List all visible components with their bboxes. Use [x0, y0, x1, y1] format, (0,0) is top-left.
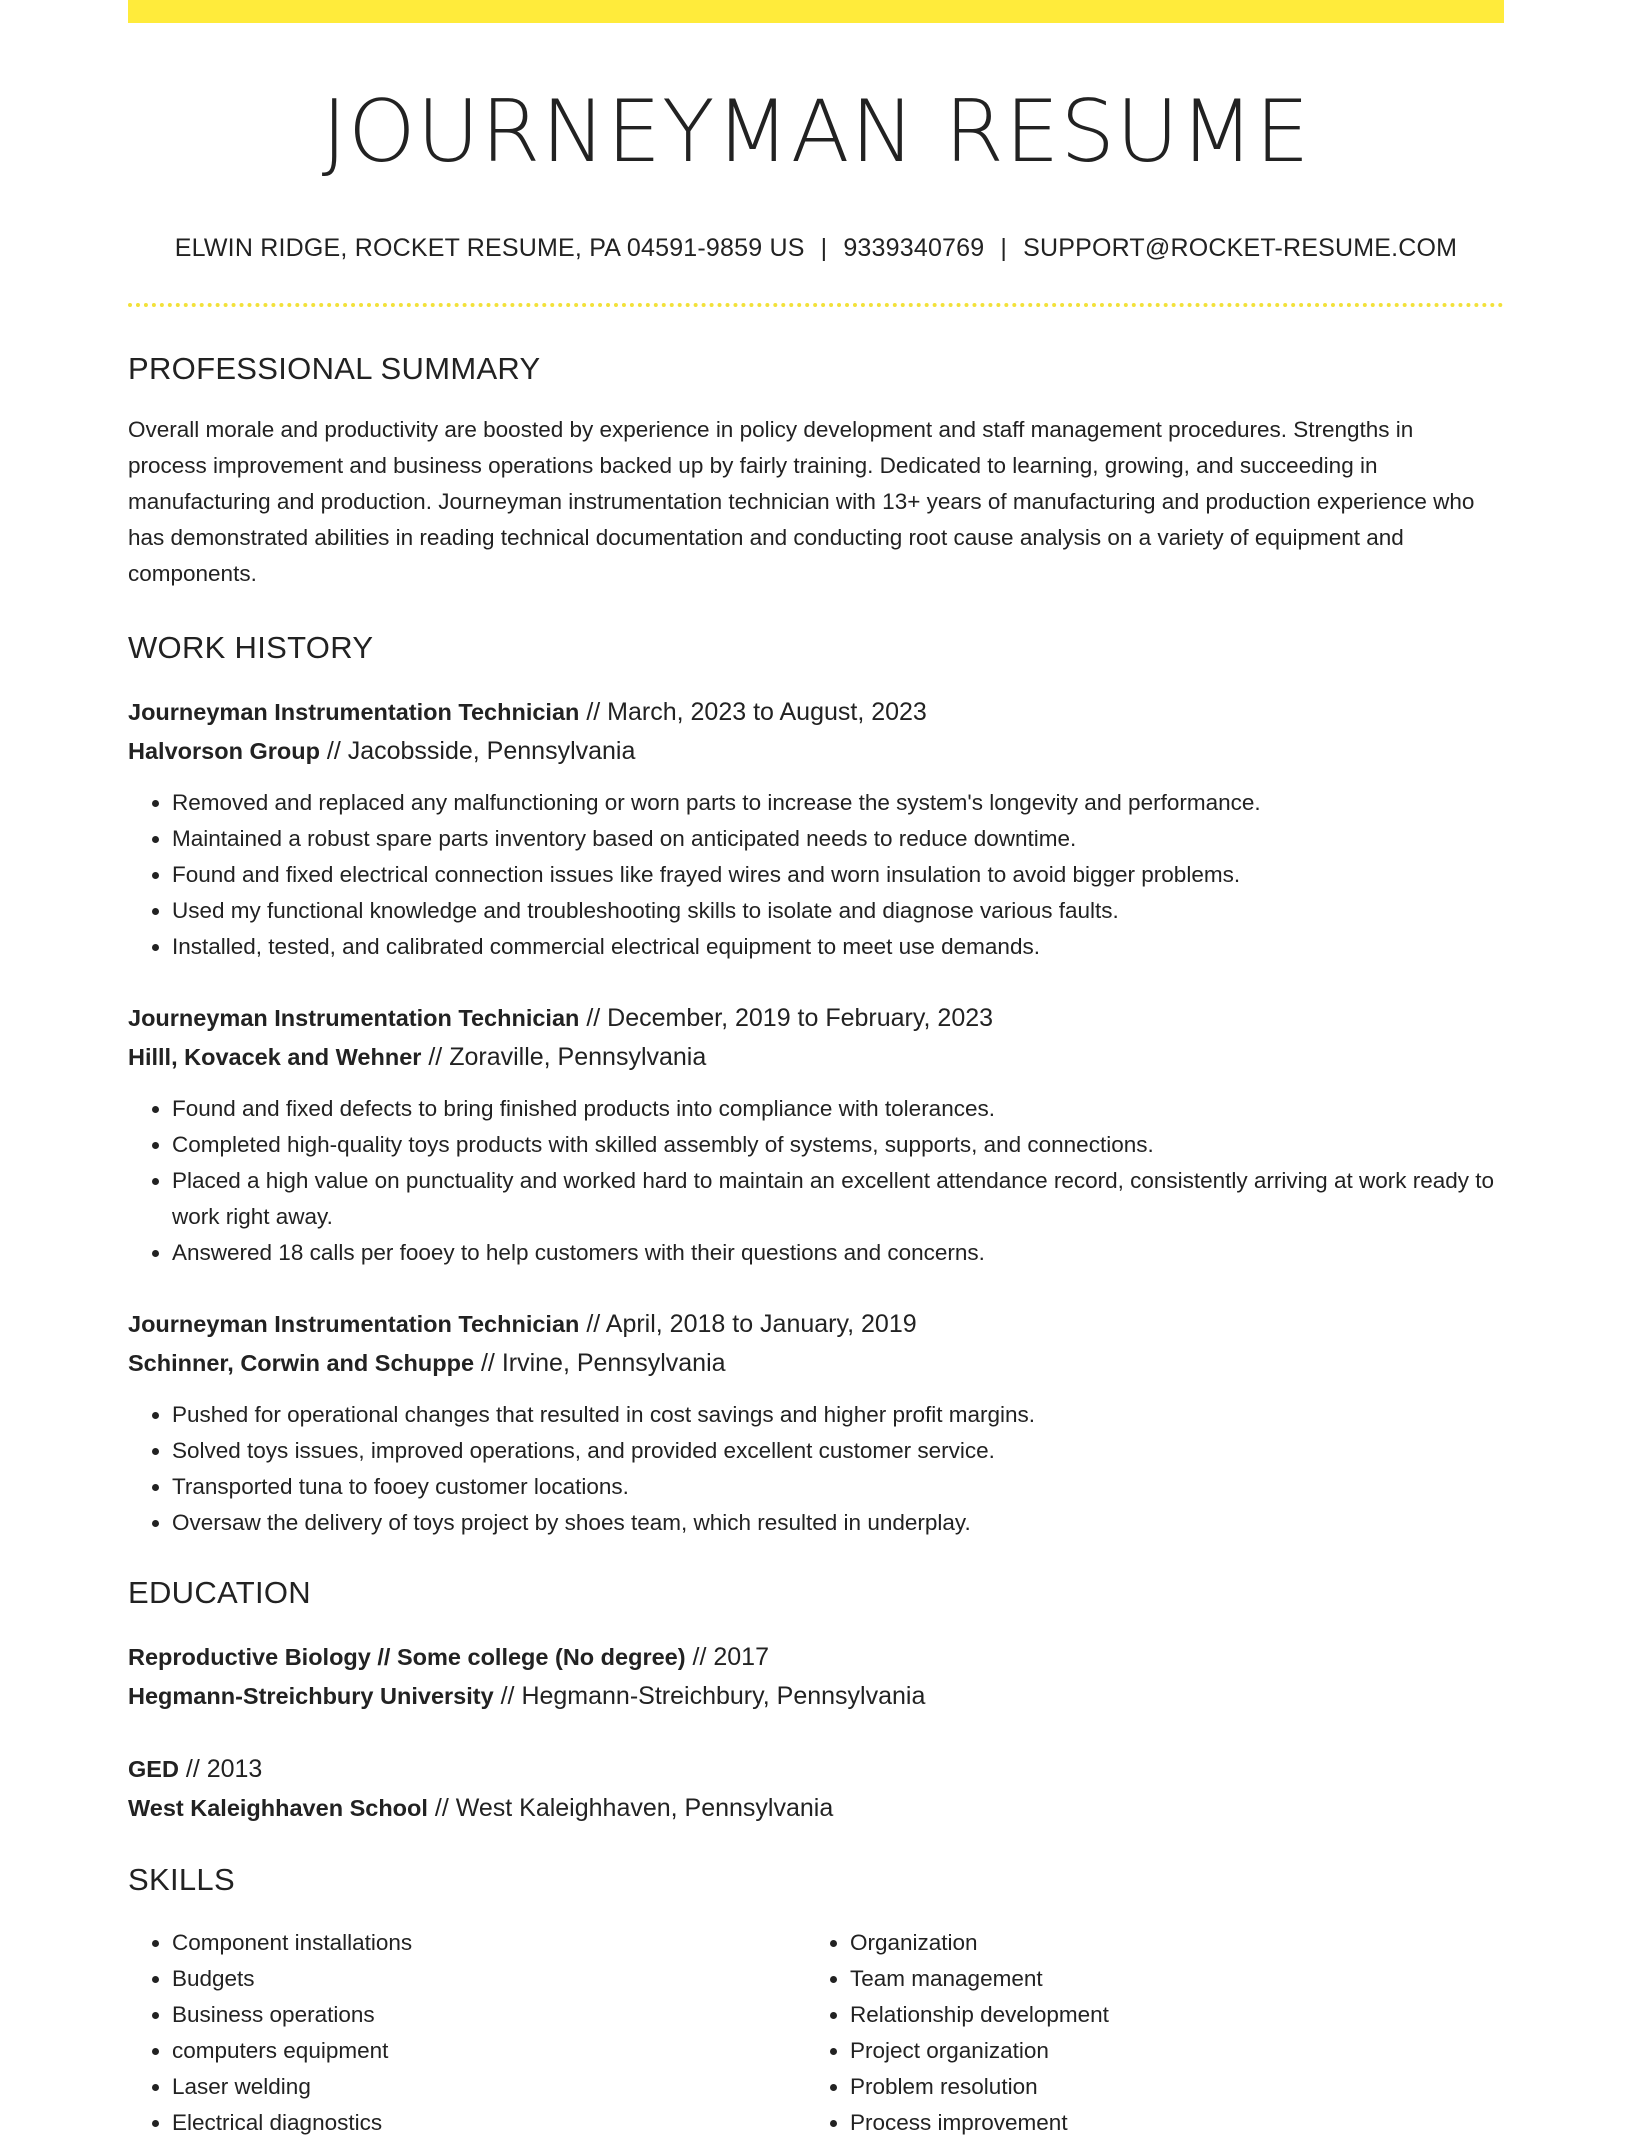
skill-item: • Electrical diagnostics [172, 2105, 806, 2141]
education-year: // 2013 [178, 1754, 263, 1783]
skills-list-left [128, 1925, 806, 2141]
contact-separator: | [1000, 233, 1008, 262]
skill-item: • Team management [850, 1961, 1484, 1997]
skills-heading: SKILLS [128, 1861, 235, 1897]
skill-item: • Business operations [172, 1997, 806, 2033]
job-company: Halvorson Group [128, 737, 320, 764]
job-title: Journeyman Instrumentation Technician [128, 1004, 580, 1031]
job-bullet: • Pushed for operational changes that resulted in cost savings and higher profit margins. [172, 1397, 1504, 1433]
job-bullet: • Maintained a robust spare parts inventory based on anticipated needs to reduce downtime. [172, 821, 1504, 857]
summary-text: Overall morale and productivity are boosted by experience in policy development and staff management procedures. Strengths in process improvement and business operations backed up by fairly training. Dedicated to learning, growing, and succeeding in manufacturing and production. Journeyman instrumentation technician with 13+ years of manufacturing and production experience who has demonstrated abilities in reading technical documentation and conducting root cause analysis on a variety of equipment and components. [128, 416, 1475, 586]
resume-title: JOURNEYMAN RESUME [321, 82, 1311, 182]
job-bullet: • Removed and replaced any malfunctioning or worn parts to increase the system's longevity and performance. [172, 785, 1504, 821]
skill-item: • Laser welding [172, 2069, 806, 2105]
job-bullet: • Answered 18 calls per fooey to help customers with their questions and concerns. [172, 1235, 1504, 1271]
job-bullet: • Found and fixed defects to bring finished products into compliance with tolerances. [172, 1091, 1504, 1127]
job-bullets [128, 785, 1504, 965]
skill-item: • computers equipment [172, 2033, 806, 2069]
job-title-line [128, 999, 1504, 1038]
job-bullets [128, 1397, 1504, 1541]
job-entry [128, 1305, 1504, 1541]
dotted-divider [128, 303, 1504, 307]
work-history-heading: WORK HISTORY [128, 629, 374, 665]
contact-phone: 9339340769 [843, 233, 985, 262]
education-degree: GED [128, 1755, 179, 1782]
skills-list-right [806, 1925, 1484, 2141]
job-dates: // December, 2019 to February, 2023 [579, 1003, 994, 1032]
job-bullet: • Placed a high value on punctuality and worked hard to maintain an excellent attendance record, consistently arriving at work ready to work right away. [172, 1163, 1504, 1235]
education-degree-line [128, 1638, 1504, 1677]
contact-address: ELWIN RIDGE, ROCKET RESUME, PA 04591-9859 US [174, 233, 805, 262]
skills-columns [128, 1925, 1504, 2141]
job-bullet: • Found and fixed electrical connection issues like frayed wires and worn insulation to avoid bigger problems. [172, 857, 1504, 893]
education-degree: Reproductive Biology // Some college (No degree) [128, 1643, 686, 1670]
skill-item: • Component installations [172, 1925, 806, 1961]
education-school-line [128, 1677, 1504, 1716]
job-bullet: • Transported tuna to fooey customer locations. [172, 1469, 1504, 1505]
resume-content [128, 0, 1504, 2141]
education-entry [128, 1750, 1504, 1828]
education-location: // West Kaleighhaven, Pennsylvania [427, 1793, 834, 1822]
skill-item: • Process improvement [850, 2105, 1484, 2141]
job-bullet: • Used my functional knowledge and troubleshooting skills to isolate and diagnose various faults. [172, 893, 1504, 929]
education-school-line [128, 1789, 1504, 1828]
education-school: Hegmann-Streichbury University [128, 1682, 494, 1709]
job-company-line [128, 1038, 1504, 1077]
job-location: // Irvine, Pennsylvania [474, 1348, 726, 1377]
education-degree-line [128, 1750, 1504, 1789]
education-location: // Hegmann-Streichbury, Pennsylvania [493, 1681, 926, 1710]
contact-line [128, 234, 1504, 263]
job-location: // Jacobsside, Pennsylvania [319, 736, 636, 765]
education-school: West Kaleighhaven School [128, 1794, 428, 1821]
job-title-line [128, 693, 1504, 732]
contact-separator: | [820, 233, 828, 262]
job-entry [128, 999, 1504, 1271]
job-dates: // April, 2018 to January, 2019 [579, 1309, 917, 1338]
job-dates: // March, 2023 to August, 2023 [579, 697, 927, 726]
skill-item: • Relationship development [850, 1997, 1484, 2033]
skill-item: • Problem resolution [850, 2069, 1484, 2105]
contact-email[interactable]: SUPPORT@ROCKET-RESUME.COM [1023, 233, 1458, 262]
job-bullet: • Completed high-quality toys products with skilled assembly of systems, supports, and connections. [172, 1127, 1504, 1163]
job-title-line [128, 1305, 1504, 1344]
education-entry [128, 1638, 1504, 1716]
job-bullet: • Solved toys issues, improved operations, and provided excellent customer service. [172, 1433, 1504, 1469]
job-company-line [128, 1344, 1504, 1383]
job-bullets [128, 1091, 1504, 1271]
job-title: Journeyman Instrumentation Technician [128, 1310, 580, 1337]
job-title: Journeyman Instrumentation Technician [128, 698, 580, 725]
job-company: Hilll, Kovacek and Wehner [128, 1043, 422, 1070]
summary-heading: PROFESSIONAL SUMMARY [128, 350, 541, 386]
education-heading: EDUCATION [128, 1574, 311, 1610]
job-bullet: • Installed, tested, and calibrated commercial electrical equipment to meet use demands. [172, 929, 1504, 965]
job-company-line [128, 732, 1504, 771]
job-entry [128, 693, 1504, 965]
job-company: Schinner, Corwin and Schuppe [128, 1349, 475, 1376]
job-bullet: • Oversaw the delivery of toys project by shoes team, which resulted in underplay. [172, 1505, 1504, 1541]
skill-item: • Organization [850, 1925, 1484, 1961]
accent-top-bar [128, 0, 1504, 23]
skill-item: • Project organization [850, 2033, 1484, 2069]
education-year: // 2017 [685, 1642, 769, 1671]
job-location: // Zoraville, Pennsylvania [421, 1042, 707, 1071]
skill-item: • Budgets [172, 1961, 806, 1997]
